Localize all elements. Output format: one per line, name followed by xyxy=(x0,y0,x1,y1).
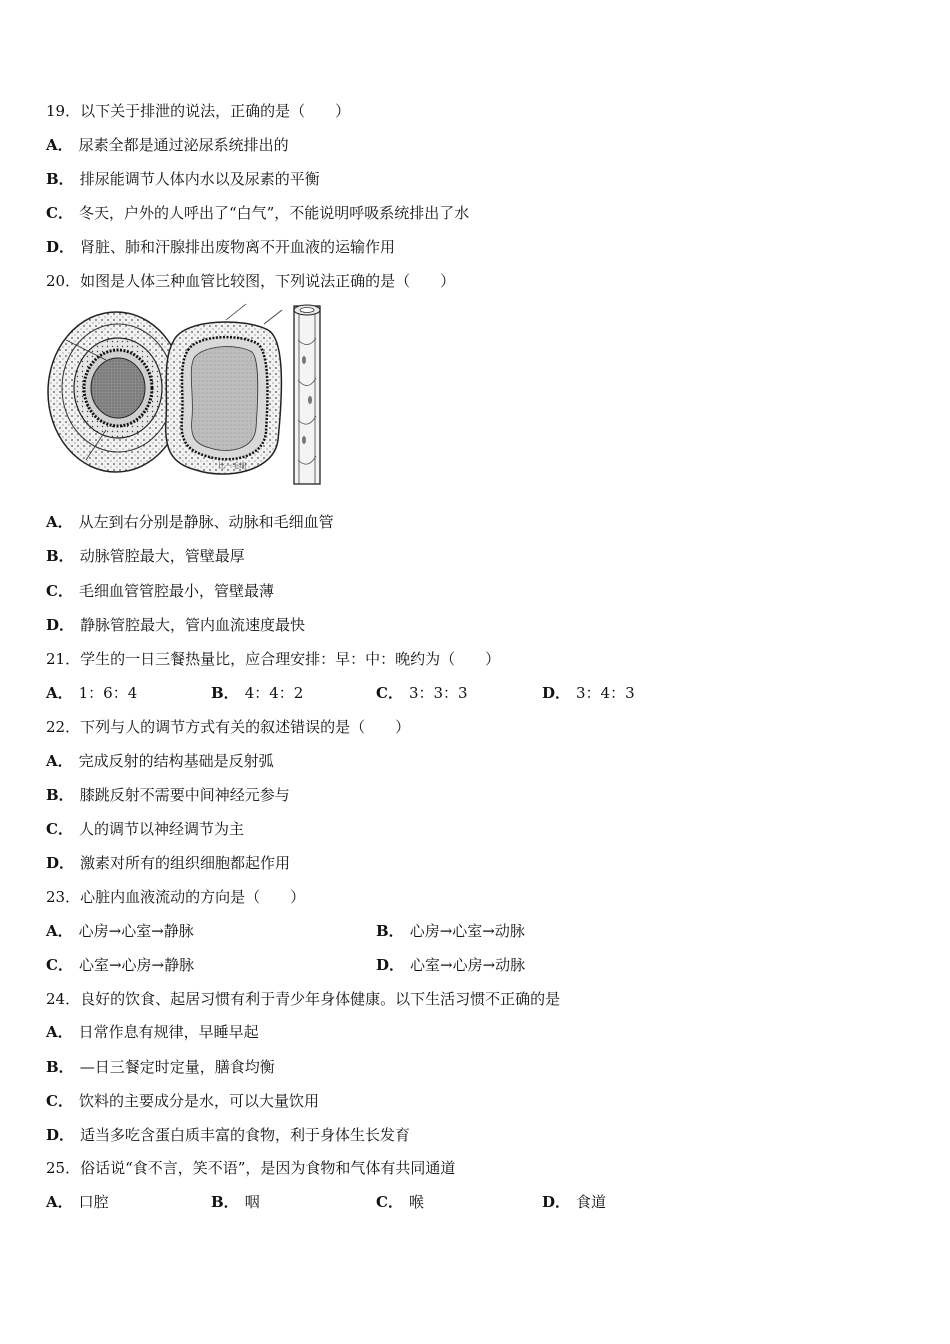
option-label: B． xyxy=(46,170,74,188)
option-label: D． xyxy=(46,616,75,634)
option-text: 动脉管腔最大，管壁最厚 xyxy=(79,547,245,565)
option-label: A． xyxy=(46,1193,73,1211)
option-label: B． xyxy=(211,684,239,702)
option-text: 饮料的主要成分是水，可以大量饮用 xyxy=(78,1092,319,1110)
option-text: 咽 xyxy=(244,1193,260,1211)
option-label: A． xyxy=(46,922,73,940)
option-text: 激素对所有的组织细胞都起作用 xyxy=(80,854,291,872)
option-label: B． xyxy=(376,922,404,940)
option-text: 排尿能调节人体内水以及尿素的平衡 xyxy=(79,170,320,188)
question-23-option-a[interactable] xyxy=(46,921,194,941)
option-label: B． xyxy=(211,1193,239,1211)
option-label: A． xyxy=(46,136,73,154)
question-21-stem: 21．学生的一日三餐热量比，应合理安排：早：中：晚约为（ ） xyxy=(46,650,501,668)
question-24-option-c[interactable] xyxy=(46,1091,319,1111)
option-label: D． xyxy=(542,684,571,702)
option-label: C． xyxy=(46,1092,73,1110)
question-23-option-d[interactable] xyxy=(376,955,525,975)
question-23-option-c[interactable] xyxy=(46,955,194,975)
option-text: 心房→心室→静脉 xyxy=(78,922,194,940)
question-25-option-d[interactable] xyxy=(542,1192,606,1212)
option-text: 心室→心房→动脉 xyxy=(410,956,526,974)
question-19-option-c[interactable] xyxy=(46,203,469,223)
option-text: 肾脏、肺和汗腺排出废物离不开血液的运输作用 xyxy=(80,238,396,256)
option-label: C． xyxy=(46,956,73,974)
option-text: 毛细血管管腔最小，管壁最薄 xyxy=(78,582,274,600)
option-label: B． xyxy=(46,1058,74,1076)
option-text: 从左到右分别是静脉、动脉和毛细血管 xyxy=(78,513,334,531)
option-label: C． xyxy=(376,684,403,702)
option-text: 食道 xyxy=(576,1193,607,1211)
option-text: 日常作息有规律，早睡早起 xyxy=(78,1023,259,1041)
option-text: 3：4：3 xyxy=(576,684,635,702)
question-25-option-a[interactable] xyxy=(46,1192,109,1212)
option-text: 3：3：3 xyxy=(408,684,468,702)
artery-drawing xyxy=(48,312,184,472)
question-19-option-b[interactable] xyxy=(46,169,320,189)
question-21-option-d[interactable] xyxy=(542,683,635,703)
question-25-option-b[interactable] xyxy=(211,1192,260,1212)
question-20-option-a[interactable] xyxy=(46,512,334,532)
option-label: A． xyxy=(46,684,73,702)
option-label: B． xyxy=(46,786,74,804)
option-text: 尿素全都是通过泌尿系统排出的 xyxy=(78,136,289,154)
question-20-stem: 20．如图是人体三种血管比较图，下列说法正确的是（ ） xyxy=(46,272,456,290)
question-22-stem: 22．下列与人的调节方式有关的叙述错误的是（ ） xyxy=(46,718,411,736)
option-text: 膝跳反射不需要中间神经元参与 xyxy=(79,786,290,804)
question-22-option-d[interactable] xyxy=(46,853,290,873)
option-label: C． xyxy=(46,820,73,838)
question-19-stem: 19．以下关于排泄的说法，正确的是（ ） xyxy=(46,102,351,120)
blood-vessel-illustration xyxy=(46,300,326,488)
option-text: 喉 xyxy=(408,1193,424,1211)
option-label: D． xyxy=(542,1193,571,1211)
question-22-option-c[interactable] xyxy=(46,819,244,839)
option-text: 口腔 xyxy=(78,1193,109,1211)
option-label: D． xyxy=(46,1126,75,1144)
option-label: A． xyxy=(46,1023,73,1041)
option-label: A． xyxy=(46,513,73,531)
question-23-stem: 23．心脏内血液流动的方向是（ ） xyxy=(46,888,306,906)
option-text: 静脉管腔最大，管内血流速度最快 xyxy=(80,616,306,634)
question-25-option-c[interactable] xyxy=(376,1192,424,1212)
option-label: C． xyxy=(46,582,73,600)
capillary-drawing xyxy=(294,305,320,484)
option-text: 心室→心房→静脉 xyxy=(78,956,195,974)
option-text: 适当多吃含蛋白质丰富的食物，利于身体生长发育 xyxy=(80,1126,411,1144)
blood-vessel-figure xyxy=(46,300,326,488)
question-24-option-a[interactable] xyxy=(46,1022,259,1042)
option-text: 完成反射的结构基础是反射弧 xyxy=(78,752,274,770)
option-label: D． xyxy=(376,956,405,974)
option-text: 人的调节以神经调节为主 xyxy=(78,820,244,838)
question-20-option-c[interactable] xyxy=(46,581,274,601)
question-24-option-b[interactable] xyxy=(46,1057,275,1077)
question-22-option-a[interactable] xyxy=(46,751,274,771)
option-label: A． xyxy=(46,752,73,770)
option-label: B． xyxy=(46,547,74,565)
option-text: 冬天，户外的人呼出了“白气”，不能说明呼吸系统排出了水 xyxy=(78,204,470,222)
question-25-stem: 25．俗话说“食不言，笑不语”，是因为食物和气体有共同通道 xyxy=(46,1159,456,1177)
question-21-option-c[interactable] xyxy=(376,683,468,703)
question-19-option-a[interactable] xyxy=(46,135,289,155)
question-20-option-b[interactable] xyxy=(46,546,245,566)
option-label: C． xyxy=(46,204,73,222)
question-24-option-d[interactable] xyxy=(46,1125,410,1145)
option-text: 1：6：4 xyxy=(78,684,138,702)
question-21-option-a[interactable] xyxy=(46,683,137,703)
question-19-option-d[interactable] xyxy=(46,237,395,257)
question-24-stem: 24．良好的饮食、起居习惯有利于青少年身体健康。以下生活习惯不正确的是 xyxy=(46,990,561,1008)
option-text: —日三餐定时定量，膳食均衡 xyxy=(79,1058,275,1076)
figure-caption: 比一毛细 xyxy=(218,462,246,470)
option-label: C． xyxy=(376,1193,403,1211)
option-label: D． xyxy=(46,238,75,256)
question-22-option-b[interactable] xyxy=(46,785,290,805)
question-23-option-b[interactable] xyxy=(376,921,525,941)
option-label: D． xyxy=(46,854,75,872)
vein-drawing xyxy=(166,304,282,474)
option-text: 心房→心室→动脉 xyxy=(409,922,525,940)
question-21-option-b[interactable] xyxy=(211,683,303,703)
option-text: 4：4：2 xyxy=(244,684,304,702)
question-20-option-d[interactable] xyxy=(46,615,305,635)
